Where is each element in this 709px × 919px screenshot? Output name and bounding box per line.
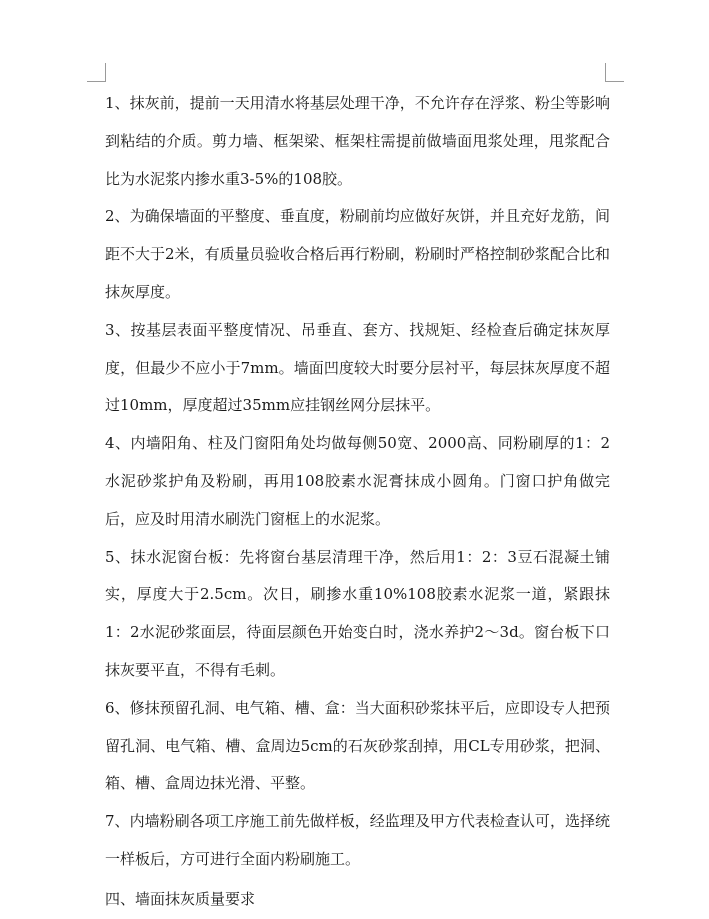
section-heading: 四、墙面抹灰质量要求 [105,889,256,908]
page-corner-mark-right [605,63,624,82]
paragraph-1: 1、抹灰前，提前一天用清水将基层处理干净，不允许存在浮浆、粉尘等影响到粘结的介质。剪力墙、框架梁、框架柱需提前做墙面甩浆处理，甩浆配合比为水泥浆内掺水重3-5%的108胶。 [105,94,610,188]
paragraph-4: 4、内墙阳角、柱及门窗阳角处均做每侧50宽、2000高、同粉刷厚的1：2水泥砂浆护角及粉刷，再用108胶素水泥膏抹成小圆角。门窗口护角做完后，应及时用清水刷洗门窗框上的水泥浆。 [105,434,610,528]
paragraph-3: 3、按基层表面平整度情况、吊垂直、套方、找规矩、经检查后确定抹灰厚度，但最少不应小于7mm。墙面凹度较大时要分层衬平，每层抹灰厚度不超过10mm，厚度超过35mm应挂钢丝网分层抹平。 [105,320,610,415]
page-corner-mark-left [87,63,106,82]
paragraph-7: 7、内墙粉刷各项工序施工前先做样板，经监理及甲方代表检查认可，选择统一样板后，方可进行全面内粉刷施工。 [105,812,610,868]
paragraph-2: 2、为确保墙面的平整度、垂直度，粉刷前均应做好灰饼，并且充好龙筋，间距不大于2米，有质量员验收合格后再行粉刷，粉刷时严格控制砂浆配合比和抹灰厚度。 [105,207,610,301]
paragraph-5: 5、抹水泥窗台板：先将窗台基层清理干净，然后用1：2：3豆石混凝土铺实，厚度大于2.5cm。次日，刷掺水重10%108胶素水泥浆一道，紧跟抹1：2水泥砂浆面层，待面层颜色开始变白时，浇水养护2～3d。窗台板下口抹灰要平直，不得有毛刺。 [105,547,610,679]
document-body [105,85,610,919]
paragraph-6: 6、修抹预留孔洞、电气箱、槽、盒：当大面积砂浆抹平后，应即设专人把预留孔洞、电气箱、槽、盒周边5cm的石灰砂浆刮掉，用CL专用砂浆，把洞、箱、槽、盒周边抹光滑、平整。 [105,698,610,793]
